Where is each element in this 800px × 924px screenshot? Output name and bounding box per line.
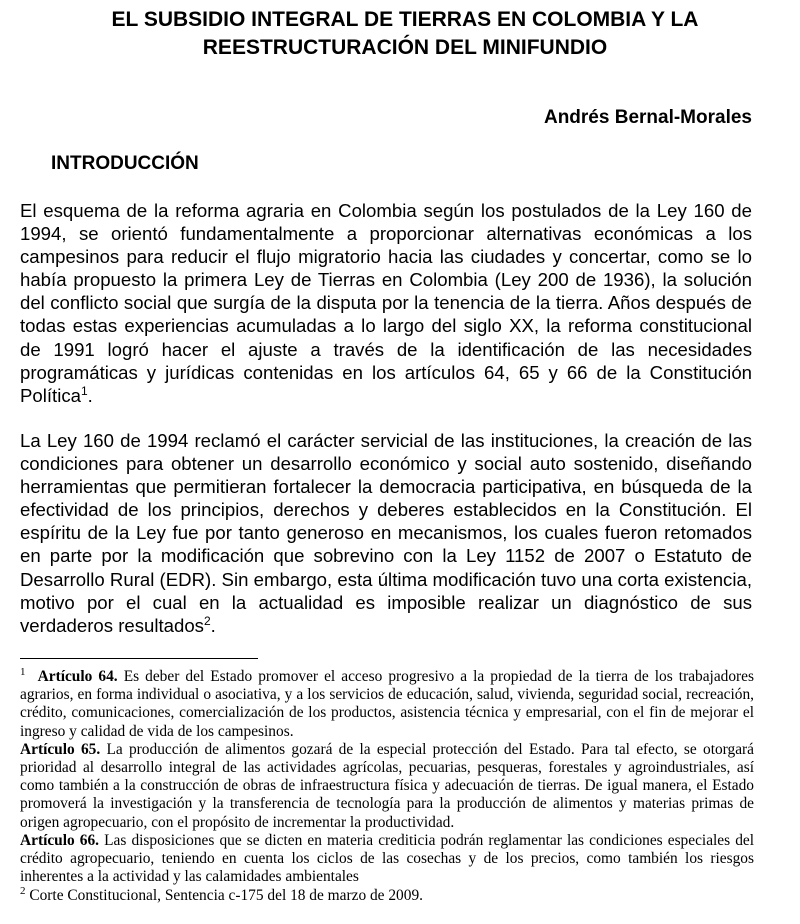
footnote-1-article-65 xyxy=(20,741,754,832)
article-65-label: Artículo 65. xyxy=(20,740,101,758)
footnote-ref-2[interactable]: 2 xyxy=(203,613,211,628)
article-64-text: Es deber del Estado promover el acceso progresivo a la propiedad de la tierra de los trabajadores agrarios, en forma individual o asociativa, y a los servicios de educación, salud, vivienda, seguridad social, recreación, crédito, comunicaciones, comercialización de los productos, asistencia técnica y empresarial, con el fin de mejorar el ingreso y calidad de vida de los campesinos. xyxy=(20,668,754,740)
footnote-1-mark: 1 xyxy=(20,665,26,678)
document-title: EL SUBSIDIO INTEGRAL DE TIERRAS EN COLOMBIA Y LA REESTRUCTURACIÓN DEL MINIFUNDIO xyxy=(111,8,699,59)
author-name: Andrés Bernal-Morales xyxy=(543,107,752,128)
article-64-label: Artículo 64. xyxy=(37,668,118,685)
section-heading-introduccion: INTRODUCCIÓN xyxy=(51,153,199,174)
footnote-2-mark: 2 xyxy=(20,885,26,898)
article-66-label: Artículo 66. xyxy=(20,831,100,849)
body-paragraph-1: El esquema de la reforma agraria en Colombia según los postulados de la Ley 160 de 1994, se orientó fundamentalmente a proporcionar alternativas económicas a los campesinos para reducir el flujo migratorio hacia las ciudades y concertar, como se lo había propuesto la primera Ley de Tierras en Colombia (Ley 200 de 1936), la solución del conflicto social que surgía de la disputa por la tenencia de la tierra. Años después de todas estas experiencias acumuladas a lo largo del siglo XX, la reforma constitucional de 1991 logró hacer el ajuste a través de la identificación de las necesidades programáticas y jurídicas contenidas en los artículos 64, 65 y 66 de la Constitución Política$^1$. xyxy=(20,200,752,406)
article-66-text: Las disposiciones que se dicten en materia crediticia podrán reglamentar las condiciones especiales del crédito agropecuario, teniendo en cuenta los ciclos de las cosechas y de los precios, como también los riesgos inherentes a la actividad y las calamidades ambientales xyxy=(20,831,755,886)
body-paragraph-2: La Ley 160 de 1994 reclamó el carácter servicial de las instituciones, la creación de las condiciones para obtener un desarrollo económico y social auto sostenido, diseñando herramientas que permitieran fortalecer la democracia participativa, en búsqueda de la efectividad de los principios, derechos y deberes establecidos en la Constitución. El espíritu de la Ley fue por tanto generoso en mecanismos, los cuales fueron retomados en parte por la modificación que sobrevino con la Ley 1152 de 2007 o Estatuto de Desarrollo Rural (EDR). Sin embargo, esta última modificación tuvo una corta existencia, motivo por el cual en la actualidad es imposible realizar un diagnóstico de sus verdaderos resultados$^2$. xyxy=(20,430,752,636)
article-65-text: La producción de alimentos gozará de la especial protección del Estado. Para tal efecto, se otorgará prioridad al desarrollo integral de las actividades agrícolas, pecuarias, pesqueras, forestales y agroindustriales, así como también a la construcción de obras de infraestructura física y adecuación de tierras. De igual manera, el Estado promoverá la investigación y la transferencia de tecnología para la producción de alimentos y materias primas de origen agropecuario, con el propósito de incrementar la productividad. xyxy=(20,740,755,831)
paragraph-2-text: La Ley 160 de 1994 reclamó el carácter servicial de las instituciones, la creación de las condiciones para obtener un desarrollo económico y social auto sostenido, diseñando herramientas que permitieran fortalecer la democracia participativa, en búsqueda de la efectividad de los principios, derechos y deberes establecidos en la Constitución. El espíritu de la Ley fue por tanto generoso en mecanismos, los cuales fueron retomados en parte por la modificación que sobrevino con la Ley 1152 de 2007 o Estatuto de Desarrollo Rural (EDR). Sin embargo, esta última modificación tuvo una corta existencia, motivo por el cual en la actualidad es imposible realizar un diagnóstico de sus verdaderos resultados xyxy=(20,430,752,636)
footnote-separator xyxy=(20,658,258,659)
footnote-ref-1[interactable]: 1 xyxy=(80,383,88,398)
footnotes-section xyxy=(20,665,755,906)
footnote-1-article-64 xyxy=(20,665,754,741)
footnote-1-article-66 xyxy=(20,832,754,887)
footnote-2 xyxy=(20,887,754,905)
paragraph-1-text: El esquema de la reforma agraria en Colombia según los postulados de la Ley 160 de 1994, se orientó fundamentalmente a proporcionar alternativas económicas a los campesinos para reducir el flujo migratorio hacia las ciudades y concertar, como se lo había propuesto la primera Ley de Tierras en Colombia (Ley 200 de 1936), la solución del conflicto social que surgía de la disputa por la tenencia de la tierra. Años después de todas estas experiencias acumuladas a lo largo del siglo XX, la reforma constitucional de 1991 logró hacer el ajuste a través de la identificación de las necesidades programáticas y jurídicas contenidas en los artículos 64, 65 y 66 de la Constitución Política xyxy=(20,200,752,406)
footnote-2-text: Corte Constitucional, Sentencia c-175 del 18 de marzo de 2009. xyxy=(25,887,423,905)
